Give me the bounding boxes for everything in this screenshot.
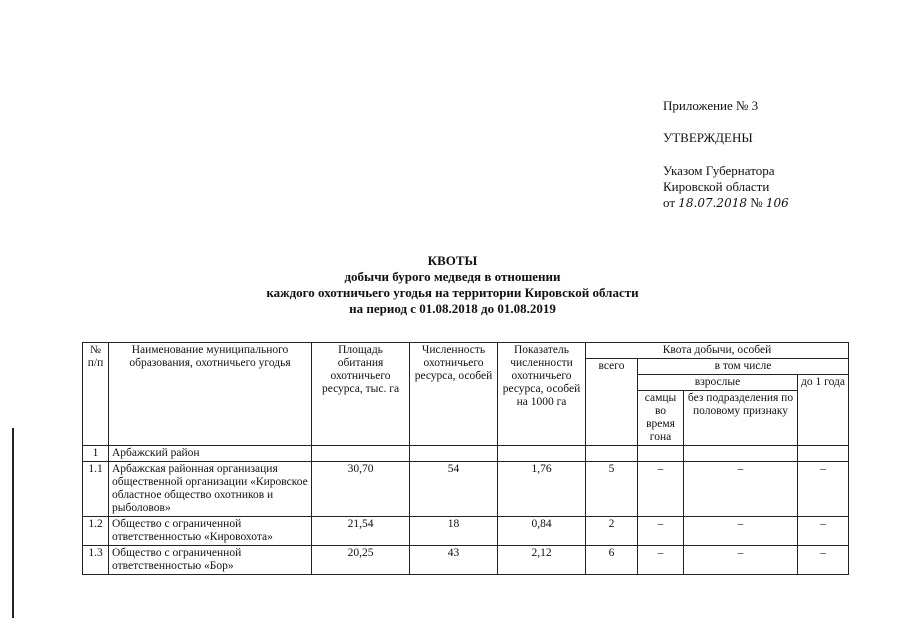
approved-label: УТВЕРЖДЕНЫ [663, 130, 753, 145]
cell-area [312, 446, 410, 462]
cell-no-sex: – [684, 546, 798, 575]
cell-area: 21,54 [312, 517, 410, 546]
header-adults: взрослые [638, 375, 798, 391]
decree-line-2: Кировской области [663, 179, 770, 194]
cell-num: 1 [83, 446, 109, 462]
cell-count [410, 446, 498, 462]
cell-males: – [638, 546, 684, 575]
cell-under-1 [798, 446, 849, 462]
header-count: Численность охотничьего ресурса, особей [410, 343, 498, 446]
header-no-sex: без подразделения по половому признаку [684, 391, 798, 446]
cell-total: 5 [586, 462, 638, 517]
date-prefix: от [663, 195, 676, 210]
cell-no-sex: – [684, 462, 798, 517]
cell-area: 30,70 [312, 462, 410, 517]
number-prefix: № [750, 195, 763, 210]
cell-under-1: – [798, 517, 849, 546]
cell-density: 1,76 [498, 462, 586, 517]
cell-count: 54 [410, 462, 498, 517]
cell-area: 20,25 [312, 546, 410, 575]
cell-males: – [638, 462, 684, 517]
cell-males: – [638, 517, 684, 546]
header-quota: Квота добычи, особей [586, 343, 849, 359]
header-males: самцы во время гона [638, 391, 684, 446]
cell-name: Общество с ограниченной ответственностью «Бор» [109, 546, 312, 575]
cell-count: 18 [410, 517, 498, 546]
cell-no-sex [684, 446, 798, 462]
doc-subtitle-2: каждого охотничьего угодья на территории Кировской области [266, 285, 639, 300]
header-num: № п/п [83, 343, 109, 446]
quota-table [82, 342, 849, 575]
header-density: Показатель численности охотничьего ресурса, особей на 1000 га [498, 343, 586, 446]
cell-density: 2,12 [498, 546, 586, 575]
table-row [83, 462, 849, 517]
decree-date: 18.07.2018 [678, 196, 747, 210]
cell-density: 0,84 [498, 517, 586, 546]
cell-num: 1.1 [83, 462, 109, 517]
header-area: Площадь обитания охотничьего ресурса, тыс. га [312, 343, 410, 446]
cell-under-1: – [798, 462, 849, 517]
cell-name: Общество с ограниченной ответственностью «Кировохота» [109, 517, 312, 546]
table-row [83, 517, 849, 546]
cell-males [638, 446, 684, 462]
header-name: Наименование муниципального образования, охотничьего угодья [109, 343, 312, 446]
header-under-1: до 1 года [798, 375, 849, 446]
doc-period: на период с 01.08.2018 до 01.08.2019 [349, 301, 556, 316]
cell-total: 2 [586, 517, 638, 546]
cell-under-1: – [798, 546, 849, 575]
decree-line-1: Указом Губернатора [663, 163, 775, 178]
cell-count: 43 [410, 546, 498, 575]
cell-total: 6 [586, 546, 638, 575]
header-including: в том числе [638, 359, 849, 375]
appendix-number: Приложение № 3 [663, 98, 759, 113]
table-row [83, 546, 849, 575]
decree-number: 106 [765, 196, 789, 210]
cell-name: Арбажская районная организация общественной организации «Кировское областное общество охотников и рыболовов» [109, 462, 312, 517]
decree-date-line [663, 195, 789, 211]
scan-edge-mark [12, 428, 14, 618]
header-row-1 [83, 343, 849, 359]
cell-name: Арбажский район [109, 446, 312, 462]
cell-total [586, 446, 638, 462]
doc-subtitle-1: добычи бурого медведя в отношении [344, 269, 561, 284]
header-total: всего [586, 359, 638, 446]
cell-density [498, 446, 586, 462]
doc-title: КВОТЫ [427, 253, 478, 268]
cell-no-sex: – [684, 517, 798, 546]
cell-num: 1.3 [83, 546, 109, 575]
cell-num: 1.2 [83, 517, 109, 546]
table-row [83, 446, 849, 462]
